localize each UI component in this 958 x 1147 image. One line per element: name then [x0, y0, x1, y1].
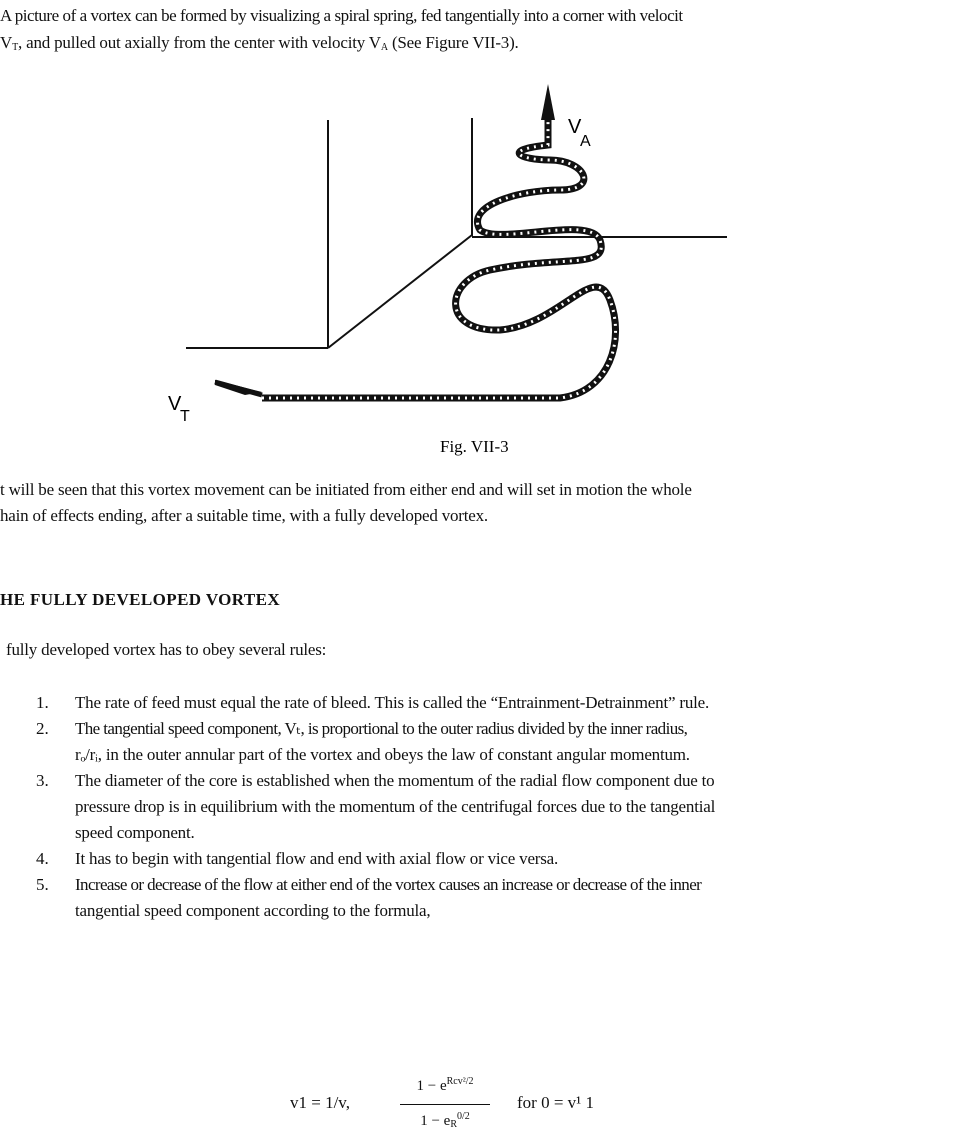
- formula-condition: for 0 = v¹ 1: [517, 1093, 595, 1112]
- rule-text: The rate of feed must equal the rate of bleed. This is called the “Entrainment-Detrainment” rule.: [75, 693, 710, 712]
- rule-number: 4.: [36, 849, 49, 868]
- para2-line-1: t will be seen that this vortex movement can be initiated from either end and will set in motion the whole: [0, 480, 692, 499]
- formula-lhs: v1 = 1/v,: [290, 1093, 350, 1112]
- rule-text: It has to begin with tangential flow and end with axial flow or vice versa.: [75, 849, 559, 868]
- rule-text: tangential speed component according to the formula,: [75, 901, 431, 920]
- rule-text: The diameter of the core is established when the momentum of the radial flow component due to: [75, 771, 715, 790]
- figure-caption: Fig. VII-3: [440, 437, 509, 456]
- text: (See Figure VII-3).: [387, 33, 519, 52]
- v-symbol: V: [0, 33, 13, 52]
- rule-text: speed component.: [75, 823, 195, 842]
- denominator: 1 − e: [420, 1113, 451, 1129]
- axial-arrow-icon: [541, 84, 555, 120]
- rule-text: pressure drop is in equilibrium with the momentum of the centrifugal forces due to the tangential: [75, 797, 716, 816]
- subscript: A: [380, 42, 388, 53]
- rule-number: 1.: [36, 693, 49, 712]
- rule-number: 2.: [36, 719, 49, 738]
- section-heading: HE FULLY DEVELOPED VORTEX: [0, 590, 281, 609]
- vt-label: V: [168, 393, 182, 415]
- vortex-figure: [0, 0, 958, 460]
- denominator-exponent: 0/2: [457, 1111, 470, 1122]
- va-label: V: [568, 116, 582, 138]
- rule-number: 5.: [36, 875, 49, 894]
- rule-text: The tangential speed component, Vₜ, is proportional to the outer radius divided by the inner radius,: [75, 719, 688, 738]
- subscript: T: [12, 42, 18, 53]
- numerator: 1 − e: [416, 1078, 447, 1094]
- lead-text: fully developed vortex has to obey several rules:: [6, 640, 327, 659]
- text: , and pulled out axially from the center with velocity V: [18, 33, 381, 52]
- para2-line-2: hain of effects ending, after a suitable time, with a fully developed vortex.: [0, 506, 488, 525]
- rule-text: Increase or decrease of the flow at either end of the vortex causes an increase or decrease of the inner: [75, 875, 702, 894]
- va-sub: A: [580, 133, 591, 150]
- denominator-sub: R: [450, 1119, 457, 1130]
- rule-number: 3.: [36, 771, 49, 790]
- rule-text: rₒ/rᵢ, in the outer annular part of the vortex and obeys the law of constant angular momentum.: [75, 745, 690, 764]
- fraction-bar: [400, 1104, 490, 1105]
- vt-sub: T: [180, 408, 190, 425]
- intro-line-1: A picture of a vortex can be formed by visualizing a spiral spring, fed tangentially into a corner with velocit: [0, 6, 683, 25]
- numerator-exponent: Rcv²/2: [446, 1076, 474, 1087]
